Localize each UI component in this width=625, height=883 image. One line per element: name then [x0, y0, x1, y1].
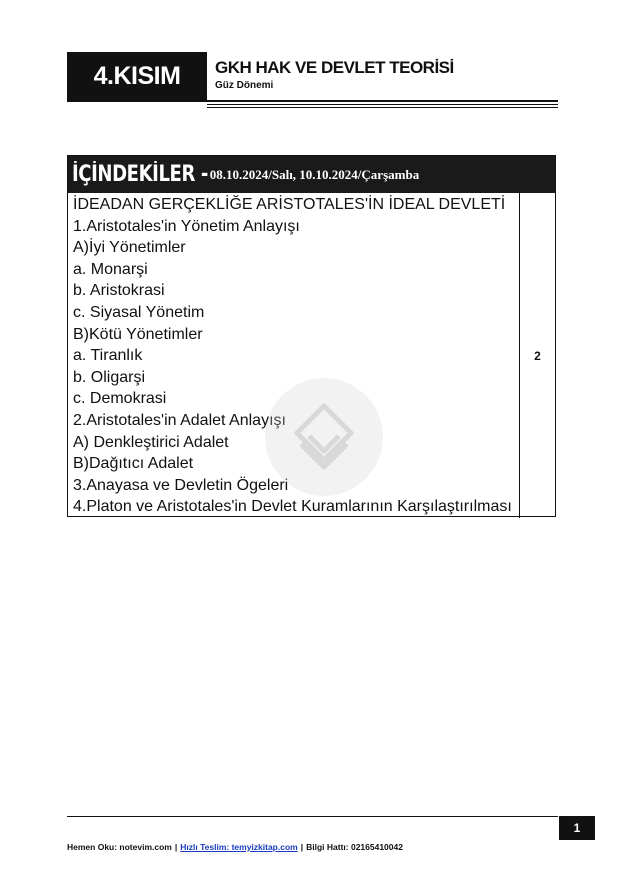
toc-item-list	[68, 193, 520, 518]
footer	[67, 842, 403, 852]
toc-item[interactable]: B)Dağıtıcı Adalet	[73, 455, 194, 473]
toc-heading: İÇİNDEKİLER -	[72, 162, 208, 187]
page-number: 1	[559, 816, 595, 840]
toc-item[interactable]: A)İyi Yönetimler	[73, 239, 186, 257]
course-term: Güz Dönemi	[215, 80, 274, 91]
toc-item[interactable]: B)Kötü Yönetimler	[73, 325, 203, 343]
section-label: 4.KISIM	[67, 52, 207, 100]
toc-item[interactable]: 1.Aristotales'in Yönetim Anlayışı	[73, 217, 300, 235]
toc-item[interactable]: a. Monarşi	[73, 260, 148, 278]
header-rule-thin	[207, 107, 558, 108]
toc-item[interactable]: c. Siyasal Yönetim	[73, 303, 205, 321]
toc-item[interactable]: A) Denkleştirici Adalet	[73, 433, 229, 451]
header-rule	[67, 100, 558, 102]
footer-read-link[interactable]: Hemen Oku: notevim.com	[67, 842, 172, 852]
footer-rule	[67, 816, 558, 817]
toc-header	[68, 156, 555, 193]
footer-delivery-link[interactable]: Hızlı Teslim: temyizkitap.com	[180, 842, 298, 852]
header-rule-thin	[207, 104, 558, 105]
footer-info-line: Bilgi Hattı: 02165410042	[306, 842, 403, 852]
toc-item[interactable]: b. Oligarşi	[73, 368, 146, 386]
toc-item[interactable]: c. Demokrasi	[73, 390, 167, 408]
table-of-contents	[67, 155, 556, 517]
toc-item[interactable]: İDEADAN GERÇEKLİĞE ARİSTOTALES'İN İDEAL DEVLETİ	[73, 196, 506, 213]
course-title: GKH HAK VE DEVLET TEORİSİ	[215, 58, 454, 77]
toc-item[interactable]: 4.Platon ve Aristotales'in Devlet Kuramlarının Karşılaştırılması	[73, 498, 512, 516]
toc-page-number: 2	[534, 348, 541, 363]
toc-item[interactable]: 2.Aristotales'in Adalet Anlayışı	[73, 411, 286, 429]
toc-item[interactable]: 3.Anayasa ve Devletin Ögeleri	[73, 476, 289, 494]
toc-body	[68, 193, 555, 518]
footer-separator: |	[300, 842, 304, 852]
toc-dates: 08.10.2024/Salı, 10.10.2024/Çarşamba	[209, 166, 420, 182]
toc-item[interactable]: b. Aristokrasi	[73, 282, 165, 300]
toc-item[interactable]: a. Tiranlık	[73, 347, 143, 365]
footer-separator: |	[174, 842, 178, 852]
